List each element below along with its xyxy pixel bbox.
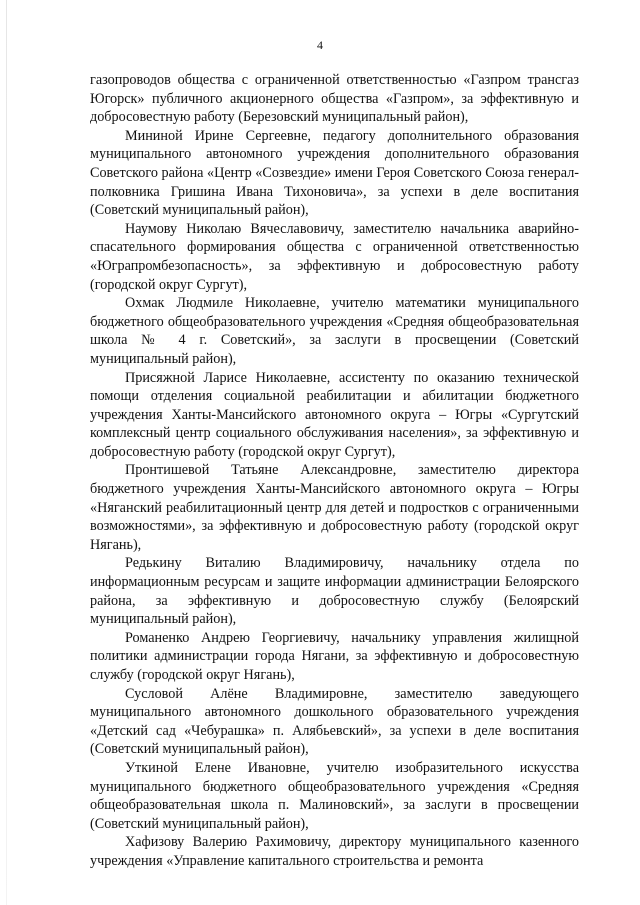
scan-edge [6,0,7,905]
paragraph-romanenko: Романенко Андрею Георгиевичу, начальнику управления жилищной политики администрации города Нягани, за эффективную и добросовестную службу (городской округ Нягань), [90,629,579,683]
page-number: 4 [317,38,323,52]
paragraph-utkina: Уткиной Елене Ивановне, учителю изобразительного искусства муниципального бюджетного общеобразовательного учреждения «Средняя общеобразовательная школа п. Малиновский», за заслуги в просвещении (Советский муниципальный район), [90,759,579,832]
document-body [90,71,579,871]
paragraph-prisyazhnaya: Присяжной Ларисе Николаевне, ассистенту по оказанию технической помощи отделения социальной реабилитации и абилитации бюджетного учреждения Ханты-Мансийского автономного округа – Югры «Сургутский комплексный центр социального обслуживания населения», за эффективную и добросовестную работу (городской округ Сургут), [90,369,579,460]
paragraph-continuation: газопроводов общества с ограниченной ответственностью «Газпром трансгаз Югорск» публичного акционерного общества «Газпром», за эффективную и добросовестную работу (Березовский муниципальный район), [90,72,579,126]
paragraph-redkin: Редькину Виталию Владимировичу, начальнику отдела по информационным ресурсам и защите информации администрации Белоярского района, за эффективную и добросовестную службу (Белоярский муниципальный район), [90,555,579,628]
paragraph-khafizov: Хафизову Валерию Рахимовичу, директору муниципального казенного учреждения «Управление капитального строительства и ремонта [90,834,579,869]
paragraph-minina: Мининой Ирине Сергеевне, педагогу дополнительного образования муниципального автономного учреждения дополнительного образования Советского района «Центр «Созвездие» имени Героя Советского Союза генерал-полковника Гришина Ивана Тихоновича», за успехи в деле воспитания (Советский муниципальный район), [90,127,579,219]
paragraph-suslova: Сусловой Алёне Владимировне, заместителю заведующего муниципального автономного дошкольного образовательного учреждения «Детский сад «Чебурашка» п. Алябьевский», за успехи в деле воспитания (Советский муниципальный район), [90,685,579,758]
paragraph-naumov: Наумову Николаю Вячеславовичу, заместителю начальника аварийно-спасательного формирования общества с ограниченной ответственностью «Юграпромбезопасность», за эффективную и добросовестную работу (городской округ Сургут), [90,220,579,293]
paragraph-okhmak: Охмак Людмиле Николаевне, учителю математики муниципального бюджетного общеобразовательного учреждения «Средняя общеобразовательная школа № 4 г. Советский», за заслуги в просвещении (Советский муниципальный район), [90,295,579,367]
paragraph-prontisheva: Пронтишевой Татьяне Александровне, заместителю директора бюджетного учреждения Ханты-Мансийского автономного округа – Югры «Няганский реабилитационный центр для детей и подростков с ограниченными возможностями», за эффективную и добросовестную работу (городской округ Нягань), [90,462,579,553]
